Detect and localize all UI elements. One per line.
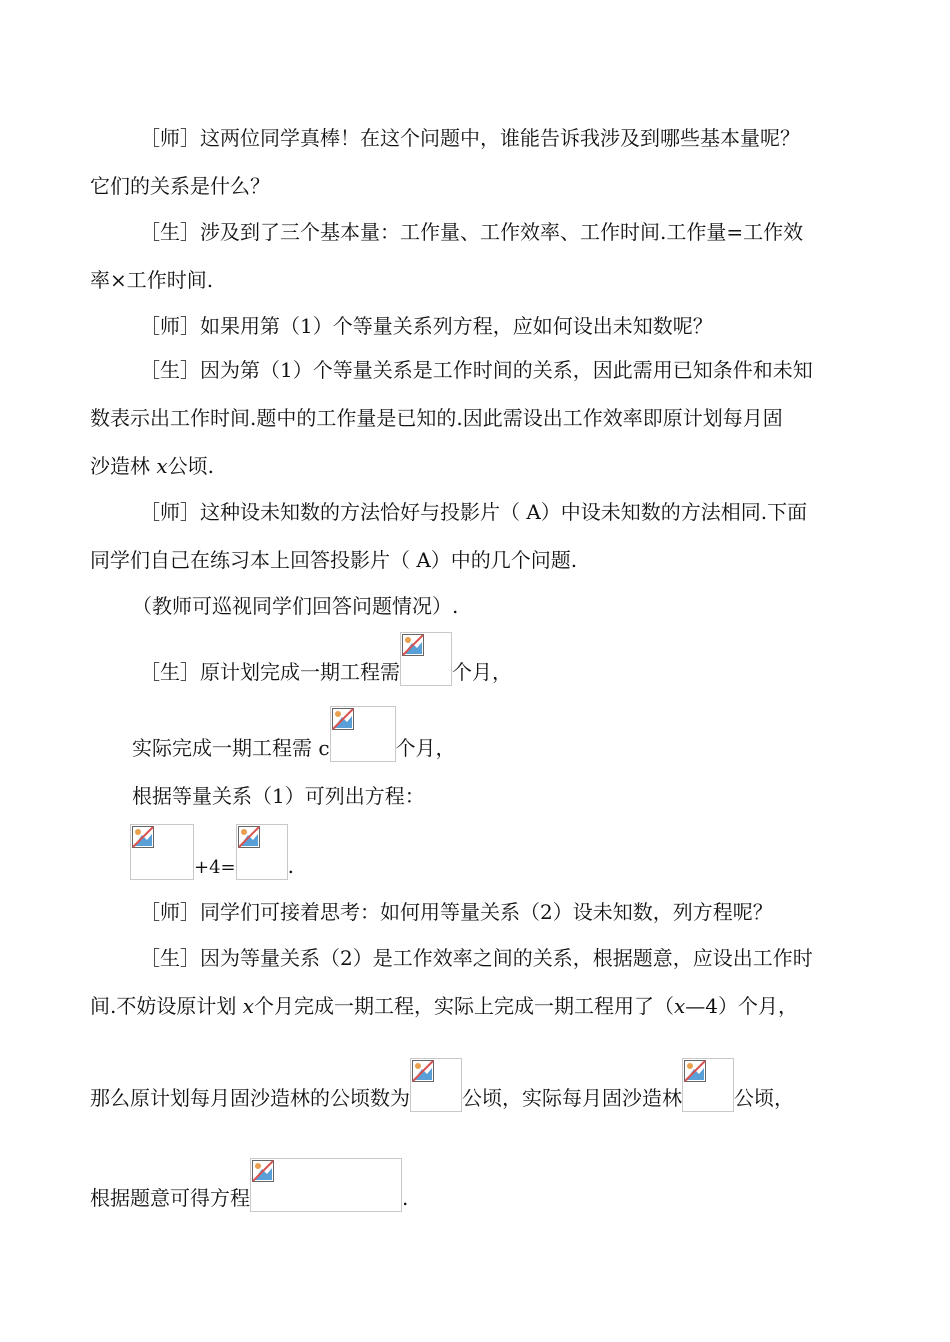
text-line <box>140 218 803 246</box>
formula-image <box>682 1058 734 1112</box>
p5-line1: ［师］这种设未知数的方法恰好与投影片（ A）中设未知数的方法相同.下面 <box>140 500 808 524</box>
p4-line1: ［生］因为第（1）个等量关系是工作时间的关系，因此需用已知条件和未知 <box>140 358 813 382</box>
text-line <box>132 706 456 762</box>
text-line <box>132 782 425 810</box>
text-line <box>140 356 813 384</box>
p4-line2: 数表示出工作时间.题中的工作量是已知的.因此需设出工作效率即原计划每月固 <box>90 406 783 430</box>
p12-line2-c: —4）个月， <box>685 994 799 1018</box>
p9-line1: 根据等量关系（1）可列出方程： <box>132 784 425 808</box>
p4-line3-a: 沙造林 <box>90 454 157 478</box>
text-line <box>140 944 813 972</box>
text-line <box>90 404 783 432</box>
p13-c: 公顷， <box>734 1086 794 1110</box>
formula-image <box>130 824 194 880</box>
text-line <box>132 592 458 620</box>
text-line <box>90 1158 408 1212</box>
p8-prefix: 实际完成一期工程需 c <box>132 736 330 760</box>
formula-image <box>410 1058 462 1112</box>
text-line <box>140 498 807 526</box>
broken-image-icon <box>252 1160 274 1182</box>
formula-image <box>330 706 396 762</box>
p3-line1: ［师］如果用第（1）个等量关系列方程，应如何设出未知数呢？ <box>140 314 713 338</box>
broken-image-icon <box>684 1060 706 1082</box>
plus-four-equals: +4= <box>194 857 236 878</box>
period: . <box>402 1186 409 1210</box>
p5-line2: 同学们自己在练习本上回答投影片（ A）中的几个问题. <box>90 548 578 572</box>
p14-a: 根据题意可得方程 <box>90 1186 250 1210</box>
p13-b: 公顷，实际每月固沙造林 <box>462 1086 682 1110</box>
p12-line2-b: 个月完成一期工程，实际上完成一期工程用了（ <box>254 994 674 1018</box>
text-line <box>90 172 270 200</box>
text-line <box>140 312 713 340</box>
broken-image-icon <box>132 826 154 848</box>
text-line <box>140 898 773 926</box>
equation-line <box>130 824 294 880</box>
text-line <box>90 546 577 574</box>
p7-prefix: ［生］原计划完成一期工程需 <box>140 660 400 684</box>
p1-line2: 它们的关系是什么？ <box>90 174 270 198</box>
p2-line2: 率×工作时间. <box>90 268 214 292</box>
text-line <box>140 632 512 686</box>
p8-suffix: 个月， <box>395 736 456 760</box>
text-line <box>90 266 213 294</box>
variable-x: x <box>156 454 168 478</box>
p4-line3-b: 公顷. <box>167 454 214 478</box>
broken-image-icon <box>402 634 424 656</box>
p2-line1: ［生］涉及到了三个基本量：工作量、工作效率、工作时间.工作量=工作效 <box>140 220 804 244</box>
p13-a: 那么原计划每月固沙造林的公顷数为 <box>90 1086 410 1110</box>
p11-line1: ［师］同学们可接着思考：如何用等量关系（2）设未知数，列方程呢？ <box>140 900 773 924</box>
period: . <box>287 854 294 878</box>
broken-image-icon <box>412 1060 434 1082</box>
formula-image <box>250 1158 402 1212</box>
p12-line1: ［生］因为等量关系（2）是工作效率之间的关系，根据题意，应设出工作时 <box>140 946 813 970</box>
broken-image-icon <box>332 708 354 730</box>
text-line <box>90 1058 794 1112</box>
text-line <box>140 124 800 152</box>
broken-image-icon <box>238 826 260 848</box>
formula-image <box>236 824 288 880</box>
variable-x: x <box>242 994 254 1018</box>
variable-x: x <box>674 994 686 1018</box>
p12-line2-a: 间.不妨设原计划 <box>90 994 243 1018</box>
p7-suffix: 个月， <box>452 660 512 684</box>
formula-image <box>400 632 452 686</box>
p1-line1: ［师］这两位同学真棒！在这个问题中，谁能告诉我涉及到哪些基本量呢？ <box>140 126 800 150</box>
text-line <box>90 452 214 480</box>
text-line <box>90 992 798 1020</box>
p6-line1: （教师可巡视同学们回答问题情况）. <box>132 594 459 618</box>
